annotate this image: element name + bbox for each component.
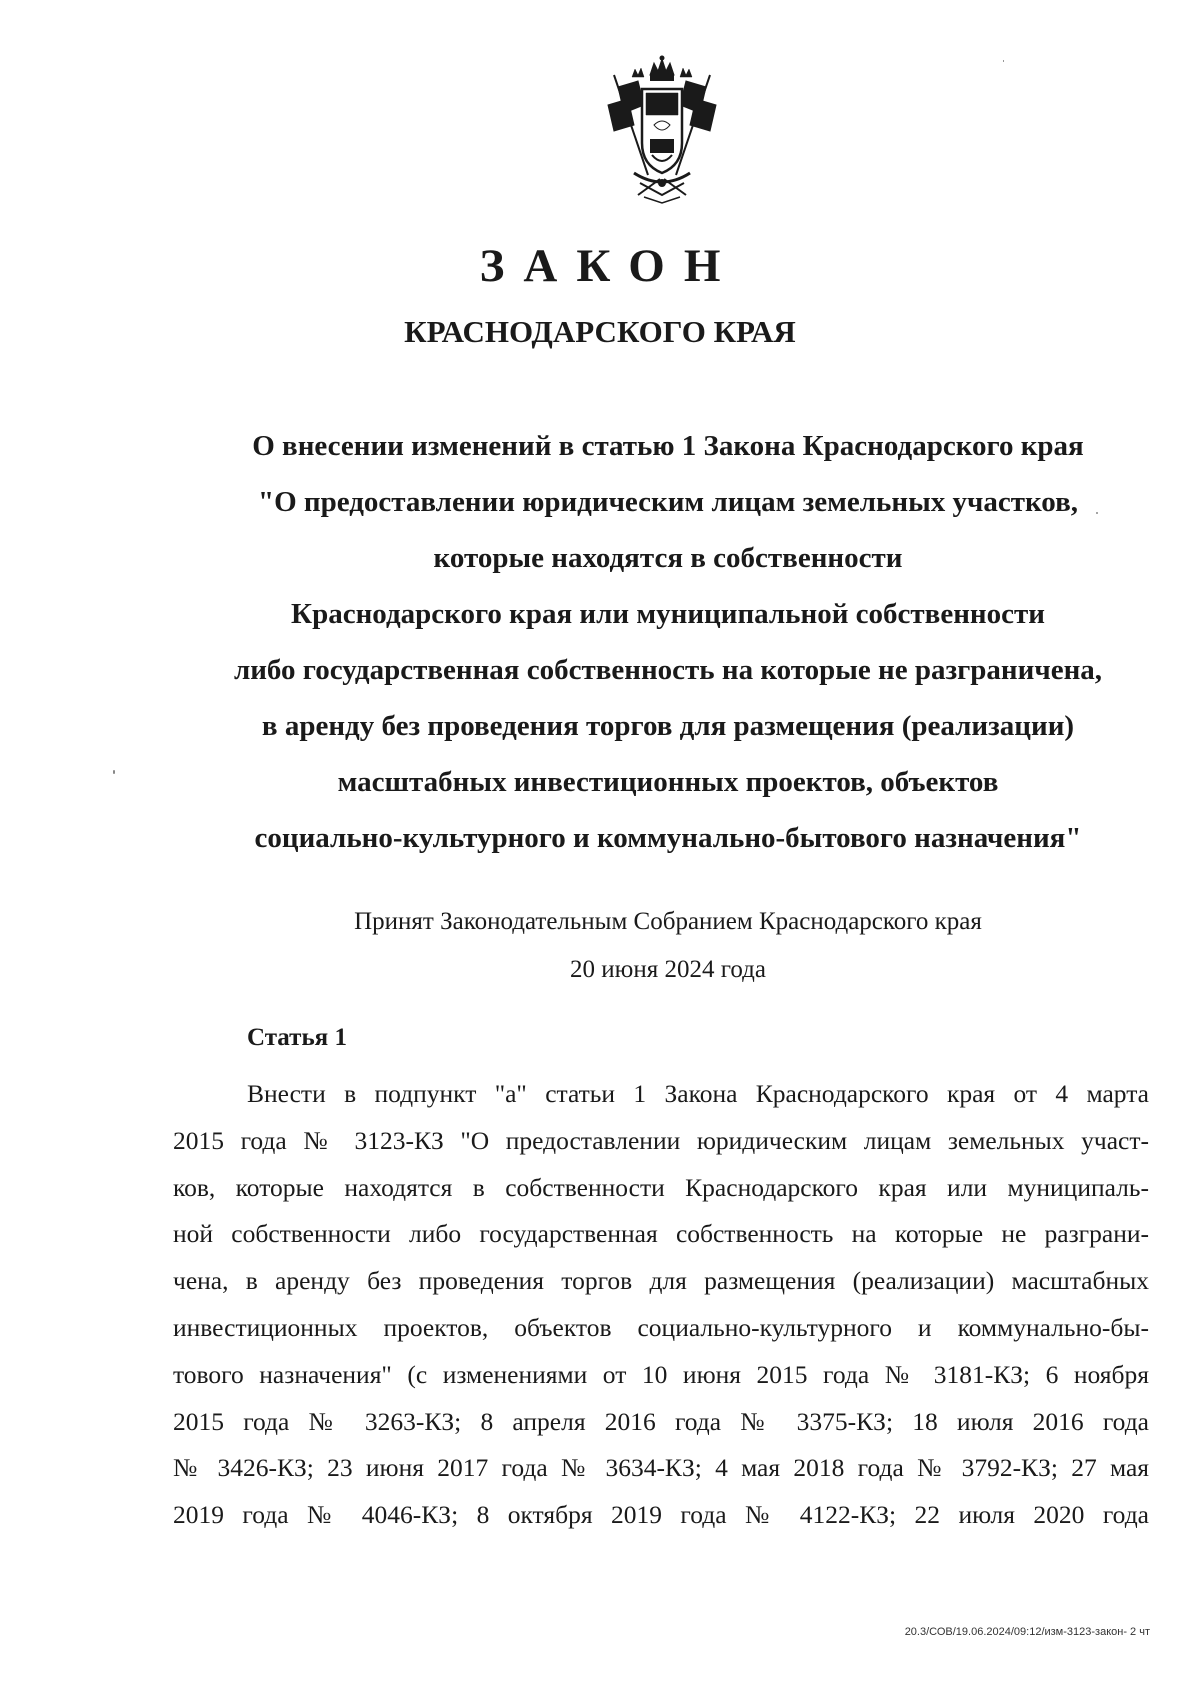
title-line: которые находятся в собственности — [433, 542, 903, 574]
law-region-heading: КРАСНОДАРСКОГО КРАЯ — [404, 314, 796, 349]
title-line: масштабных инвестиционных проектов, объектов — [337, 766, 999, 798]
scan-speck — [1003, 60, 1004, 62]
scan-speck — [113, 770, 115, 774]
title-line: социально-культурного и коммунально-бытового назначения" — [254, 822, 1082, 854]
adoption-date: 20 июня 2024 года — [570, 956, 766, 983]
title-line: Краснодарского края или муниципальной собственности — [291, 598, 1045, 630]
article-heading: Статья 1 — [247, 1024, 347, 1051]
article-line: ков, которые находятся в собственности Краснодарского края или муниципаль- — [173, 1172, 1149, 1202]
article-line: тового назначения" (с изменениями от 10 июня 2015 года № 3181-КЗ; 6 ноября — [173, 1359, 1149, 1389]
article-line: 2019 года № 4046-КЗ; 8 октября 2019 года № 4122-КЗ; 22 июля 2020 года — [173, 1500, 1149, 1530]
article-line: 2015 года № 3123-КЗ "О предоставлении юридическим лицам земельных участ- — [173, 1125, 1149, 1155]
law-title — [120, 418, 1200, 866]
title-line: "О предоставлении юридическим лицам земельных участков, — [258, 486, 1078, 518]
title-line: в аренду без проведения торгов для размещения (реализации) — [261, 710, 1075, 742]
document-code: 20.3/СОВ/19.06.2024/09:12/изм-3123-закон- 2 чт — [904, 1626, 1150, 1638]
article-line: Внести в подпункт "а" статьи 1 Закона Краснодарского края от 4 марта — [247, 1079, 1149, 1108]
law-heading: ЗАКОН — [479, 240, 740, 292]
title-line: либо государственная собственность на которые не разграничена, — [233, 654, 1103, 686]
article-line: чена, в аренду без проведения торгов для размещения (реализации) масштабных — [173, 1266, 1149, 1296]
article-line: 2015 года № 3263-КЗ; 8 апреля 2016 года № 3375-КЗ; 18 июля 2016 года — [173, 1406, 1149, 1436]
adoption-note — [120, 898, 1200, 994]
adoption-line: Принят Законодательным Собранием Краснодарского края — [354, 908, 982, 935]
article-body — [173, 1071, 1149, 1539]
title-line: О внесении изменений в статью 1 Закона Краснодарского края — [252, 430, 1084, 462]
coat-of-arms-icon — [604, 55, 720, 205]
article-line: ной собственности либо государственная собственность на которые не разграни- — [173, 1219, 1149, 1249]
article-line: инвестиционных проектов, объектов социально-культурного и коммунально-бы- — [173, 1312, 1149, 1342]
scan-speck — [1096, 512, 1098, 514]
article-line: № 3426-КЗ; 23 июня 2017 года № 3634-КЗ; 4 мая 2018 года № 3792-КЗ; 27 мая — [173, 1453, 1149, 1483]
